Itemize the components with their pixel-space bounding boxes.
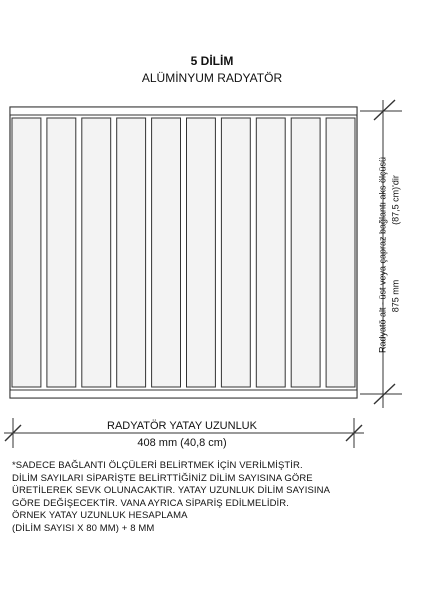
notes-block [12, 460, 342, 536]
height-tick-top [374, 100, 395, 120]
note-line: ÖRNEK YATAY UZUNLUK HESAPLAMA [12, 510, 188, 522]
radiator-bottom-bar [10, 390, 357, 398]
note-line: DİLİM SAYILARI SİPARİŞTE BELİRTTİĞİNİZ DİLİM SAYISINA GÖRE [12, 472, 313, 484]
width-label: RADYATÖR YATAY UZUNLUK [107, 420, 257, 432]
height-label-line1: Radyatö alt - üst veya çapraz bağlantı aks ölçüsü [377, 156, 388, 354]
diagram-title: 5 DİLİM [190, 54, 234, 68]
radiator-slice [117, 118, 146, 387]
radiator-slice [187, 118, 216, 387]
width-value: 408 mm (40,8 cm) [137, 437, 227, 449]
radiator-slice [152, 118, 181, 387]
radiator-slice [47, 118, 76, 387]
radiator-slice [326, 118, 355, 387]
height-label-line2: (87,5 cm)'dir [390, 175, 401, 225]
note-line: GÖRE DEĞİŞECEKTİR. VANA AYRICA SİPARİŞ EDİLMELİDİR. [12, 497, 289, 509]
diagram-subtitle: ALÜMİNYUM RADYATÖR [141, 71, 283, 85]
note-line: (DİLİM SAYISI X 80 MM) + 8 MM [12, 522, 155, 534]
note-line: *SADECE BAĞLANTI ÖLÇÜLERİ BELİRTMEK İÇİN VERİLMİŞTİR. [12, 460, 303, 471]
radiator-slice [12, 118, 41, 387]
radiator-slice [256, 118, 285, 387]
radiator-slice [221, 118, 250, 387]
radiator-slice [291, 118, 320, 387]
radiator-top-bar [10, 107, 357, 115]
height-value: 875 mm [390, 279, 401, 313]
radiator-slice [82, 118, 111, 387]
note-line: ÜRETİLEREK SEVK OLUNACAKTIR. YATAY UZUNLUK DİLİM SAYISINA [12, 485, 331, 497]
